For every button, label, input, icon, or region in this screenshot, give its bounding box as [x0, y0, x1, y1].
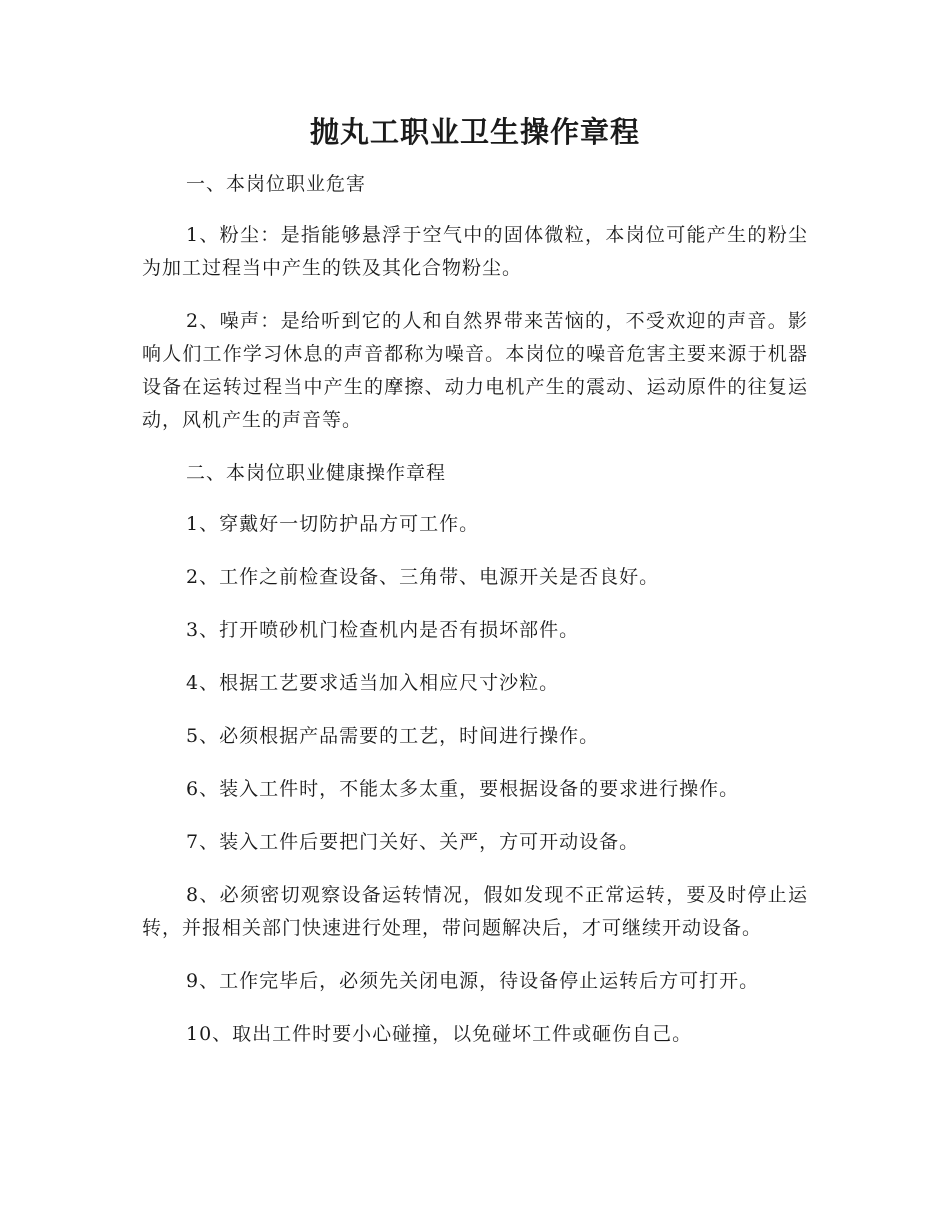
document-title: 抛丸工职业卫生操作章程 [309, 115, 640, 149]
procedure-item-4: 4、根据工艺要求适当加入相应尺寸沙粒。 [186, 672, 560, 694]
procedure-item-1: 1、穿戴好一切防护品方可工作。 [186, 513, 480, 535]
procedure-item-3: 3、打开喷砂机门检查机内是否有损坏部件。 [186, 619, 580, 641]
procedure-item-7: 7、装入工件后要把门关好、关严，方可开动设备。 [186, 831, 640, 853]
procedure-item-9: 9、工作完毕后，必须先关闭电源，待设备停止运转后方可打开。 [186, 970, 760, 992]
procedure-item-2: 2、工作之前检查设备、三角带、电源开关是否良好。 [186, 566, 660, 588]
procedure-item-10: 10、取出工件时要小心碰撞，以免碰坏工件或砸伤自己。 [186, 1023, 693, 1045]
procedure-item-8: 8、必须密切观察设备运转情况，假如发现不正常运转，要及时停止运转，并报相关部门快速进行处理，带问题解决后，才可继续开动设备。 [142, 884, 808, 939]
procedure-item-5: 5、必须根据产品需要的工艺，时间进行操作。 [186, 725, 600, 747]
section-heading-procedures: 二、本岗位职业健康操作章程 [186, 462, 447, 484]
document-body [142, 168, 808, 1071]
procedure-item-6: 6、装入工件时，不能太多太重，要根据设备的要求进行操作。 [186, 778, 740, 800]
section-heading-hazards: 一、本岗位职业危害 [186, 173, 367, 195]
hazard-item-dust: 1、粉尘：是指能够悬浮于空气中的固体微粒，本岗位可能产生的粉尘为加工过程当中产生的铁及其化合物粉尘。 [142, 224, 808, 279]
hazard-item-noise: 2、噪声：是给听到它的人和自然界带来苦恼的，不受欢迎的声音。影响人们工作学习休息的声音都称为噪音。本岗位的噪音危害主要来源于机器设备在运转过程当中产生的摩擦、动力电机产生的震动、运动原件的往复运动，风机产生的声音等。 [142, 310, 808, 431]
